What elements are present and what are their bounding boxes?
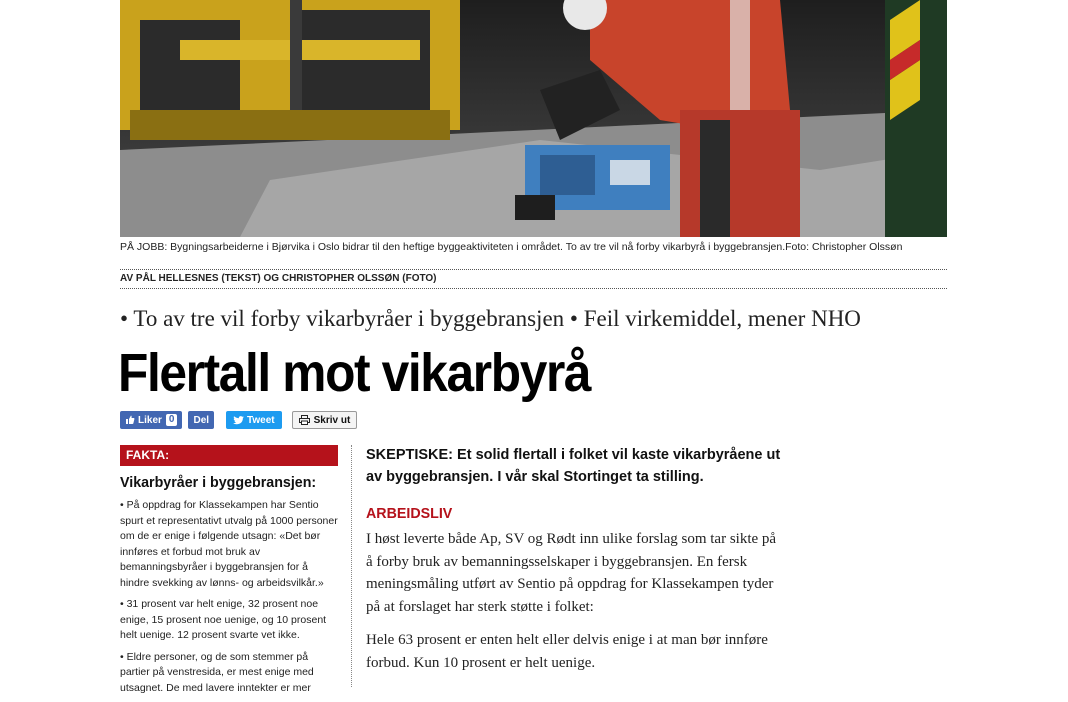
fact-box-header: FAKTA: (120, 445, 338, 466)
facebook-share-button[interactable]: Del (188, 411, 214, 429)
fact-box-paragraph: • Eldre personer, og de som stemmer på partier på venstresida, er mest enige med utsagnet. De med lavere inntekter er mer (120, 650, 314, 694)
social-share-bar (120, 411, 357, 429)
article-photo (120, 0, 947, 237)
tweet-button[interactable] (226, 411, 282, 429)
twitter-bird-icon (233, 416, 244, 425)
print-button[interactable] (292, 411, 358, 429)
fact-box-paragraph: • På oppdrag for Klassekampen har Sentio spurt et representativt utvalg på 1000 personer om de er enige i følgende utsagn: «Det bør innføres et forbud mot bruk av bemanningsbyråer i byggebransjen for å hindre svekking av lønns- og arbeidsvilkår.» (120, 499, 338, 589)
printer-icon (299, 415, 310, 425)
print-label: Skriv ut (313, 414, 351, 426)
page-title: Flertall mot vikarbyrå (118, 343, 591, 403)
body-paragraph: Hele 63 prosent er enten helt eller delvis enige i at man bør innføre forbud. Kun 10 prosent er helt uenige. (366, 632, 768, 671)
section-label: ARBEIDSLIV (366, 505, 453, 522)
photo-caption: PÅ JOBB: Bygningsarbeiderne i Bjørvika i Oslo bidrar til den heftige byggeaktiviteten i området. To av tre vil nå forby vikarbyrå i byggebransjen.Foto: Christopher Olssøn (120, 241, 903, 253)
fact-box-paragraph: • 31 prosent var helt enige, 32 prosent noe enige, 15 prosent noe uenige, og 10 prosent helt uenige. 12 prosent svarte vet ikke. (120, 598, 327, 641)
fact-box (120, 445, 338, 702)
byline: AV PÅL HELLESNES (TEKST) OG CHRISTOPHER OLSSØN (FOTO) (120, 269, 947, 289)
like-count: 0 (166, 414, 178, 426)
article-lead: SKEPTISKE: Et solid flertall i folket vil kaste vikarbyråene ut av byggebransjen. I vår skal Stortinget ta stilling. (366, 447, 781, 485)
fact-box-title: Vikarbyråer i byggebransjen: (120, 474, 317, 491)
construction-worker-image (120, 0, 947, 237)
kicker-text: • To av tre vil forby vikarbyråer i byggebransjen • Feil virkemiddel, mener NHO (120, 306, 861, 331)
thumbs-up-icon (125, 415, 135, 425)
tweet-label: Tweet (247, 414, 275, 426)
like-label: Liker (138, 414, 162, 426)
facebook-like-button[interactable] (120, 411, 182, 429)
column-divider (351, 445, 352, 687)
body-paragraph: I høst leverte både Ap, SV og Rødt inn ulike forslag som tar sikte på å forby bruk av bemanningsselskaper i byggebransjen. En fersk meningsmåling utført av Sentio på oppdrag for Klassekampen tyder på at forslaget har sterk støtte i folket: (366, 531, 777, 615)
article-body (366, 444, 786, 685)
